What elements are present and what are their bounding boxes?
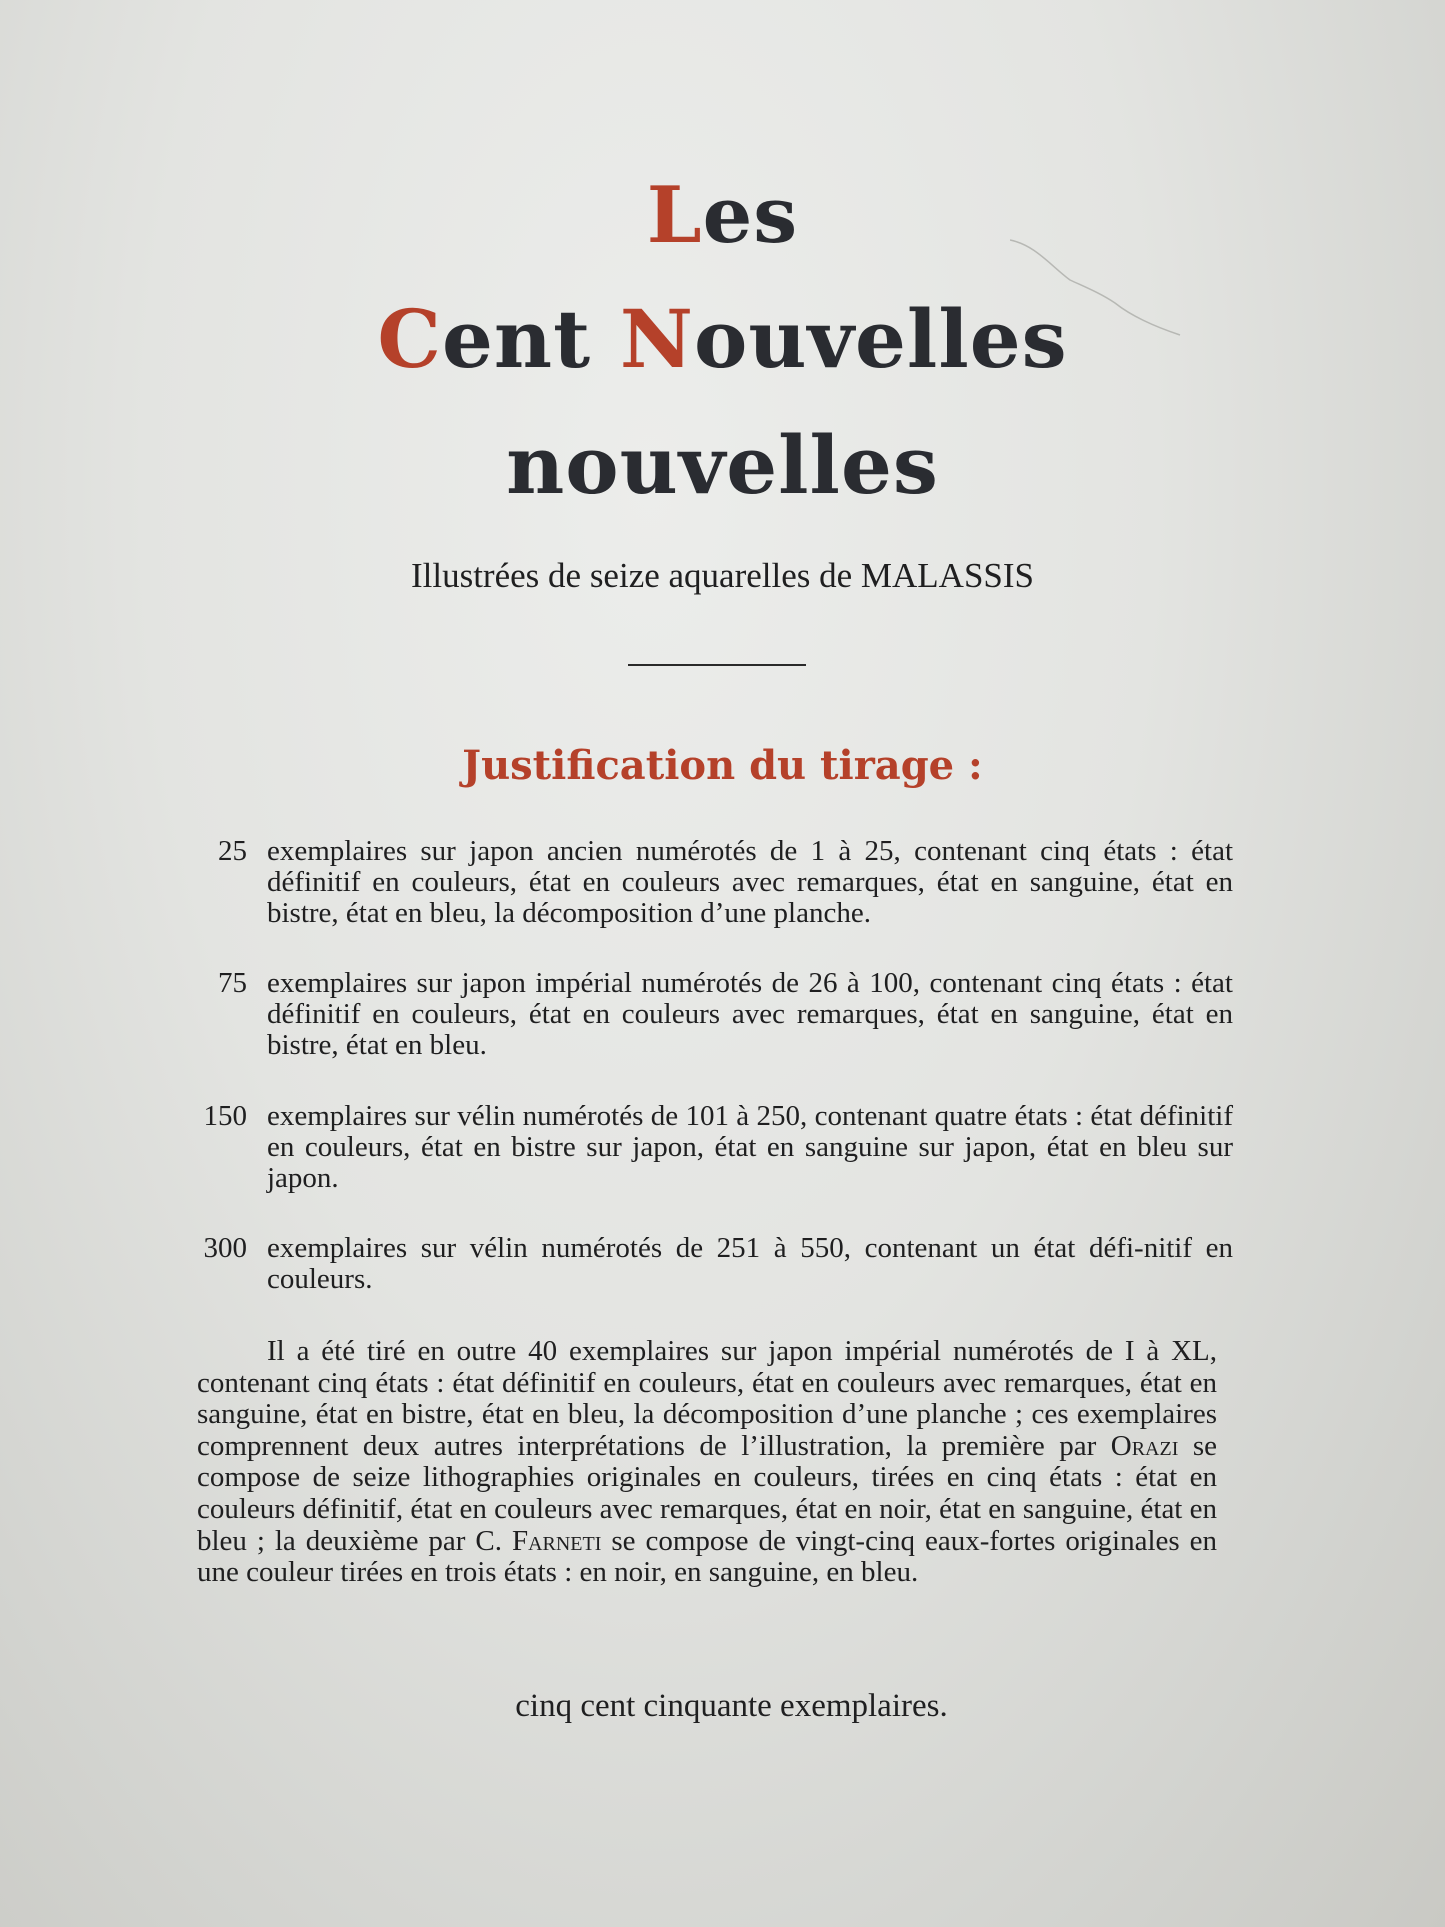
edition-description: exemplaires sur vélin numérotés de 101 à 250, contenant quatre états : état définitif en couleurs, état en bistre sur japon, état en sanguine sur japon, état en bleu sur japon. xyxy=(267,1100,1233,1194)
title-line-nouvelles: nouvelles xyxy=(506,418,939,512)
edition-entry xyxy=(197,1233,1233,1295)
title-line-les xyxy=(0,170,1445,261)
edition-description: exemplaires sur japon ancien numérotés de 1 à 25, contenant cinq états : état définitif en couleurs, état en couleurs avec remarques, état en sanguine, état en bistre, état en bleu, la décomposition d’une planche. xyxy=(267,835,1233,929)
edition-count: 25 xyxy=(218,835,247,867)
title-les-rest: es xyxy=(702,170,799,261)
total-copies-line: cinq cent cinquante exemplaires. xyxy=(515,1688,948,1724)
title-cent-rest: ent xyxy=(442,292,592,386)
divider-rule xyxy=(628,664,806,666)
edition-count: 300 xyxy=(203,1232,247,1264)
edition-description: exemplaires sur japon impérial numérotés de 26 à 100, contenant cinq états : état définitif en couleurs, état en couleurs avec remarques, état en sanguine, état en bistre, état en bleu. xyxy=(267,967,1233,1061)
artist-name-orazi: Orazi xyxy=(1110,1429,1179,1462)
paragraph-text-1: Il a été tiré en outre 40 exemplaires sur japon impérial numérotés de I à XL, contenant cinq états : état définitif en couleurs, état en couleurs avec remarques, état en sanguine, état en bistre, état en bleu, la décomposition d’une planche ; ces exemplaires comprennent deux autres interprétations de l’illustration, la première par xyxy=(197,1335,1217,1462)
subtitle: Illustrées de seize aquarelles de MALASSIS xyxy=(410,556,1035,595)
title-initial-c: C xyxy=(377,292,443,386)
edition-count: 150 xyxy=(203,1100,247,1132)
title-nouvelles-rest: ouvelles xyxy=(694,292,1068,386)
paragraph-text-3: se compose de vingt-cinq eaux-fortes originales en une couleur tirées en trois états : en noir, en sanguine, en bleu. xyxy=(197,1524,1217,1589)
artist-name-farneti: C. Farneti xyxy=(475,1524,602,1557)
edition-entry xyxy=(197,1101,1233,1194)
additional-copies-paragraph xyxy=(197,1336,1217,1589)
title-initial-n: N xyxy=(619,292,695,386)
title-initial-l: L xyxy=(646,170,703,261)
edition-entry xyxy=(197,968,1233,1061)
edition-description: exemplaires sur vélin numérotés de 251 à 550, contenant un état défi-nitif en couleurs. xyxy=(267,1232,1233,1295)
paragraph-text-2: se compose de seize lithographies originales en couleurs, tirées en cinq états : état en couleurs définitif, état en couleurs avec remarques, état en noir, état en sanguine, état en bleu ; la deuxième par xyxy=(197,1429,1217,1557)
edition-entry xyxy=(197,836,1233,929)
edition-count: 75 xyxy=(218,967,247,999)
section-heading: Justification du tirage : xyxy=(462,742,983,789)
title-line-cent-nouvelles xyxy=(0,292,1445,386)
